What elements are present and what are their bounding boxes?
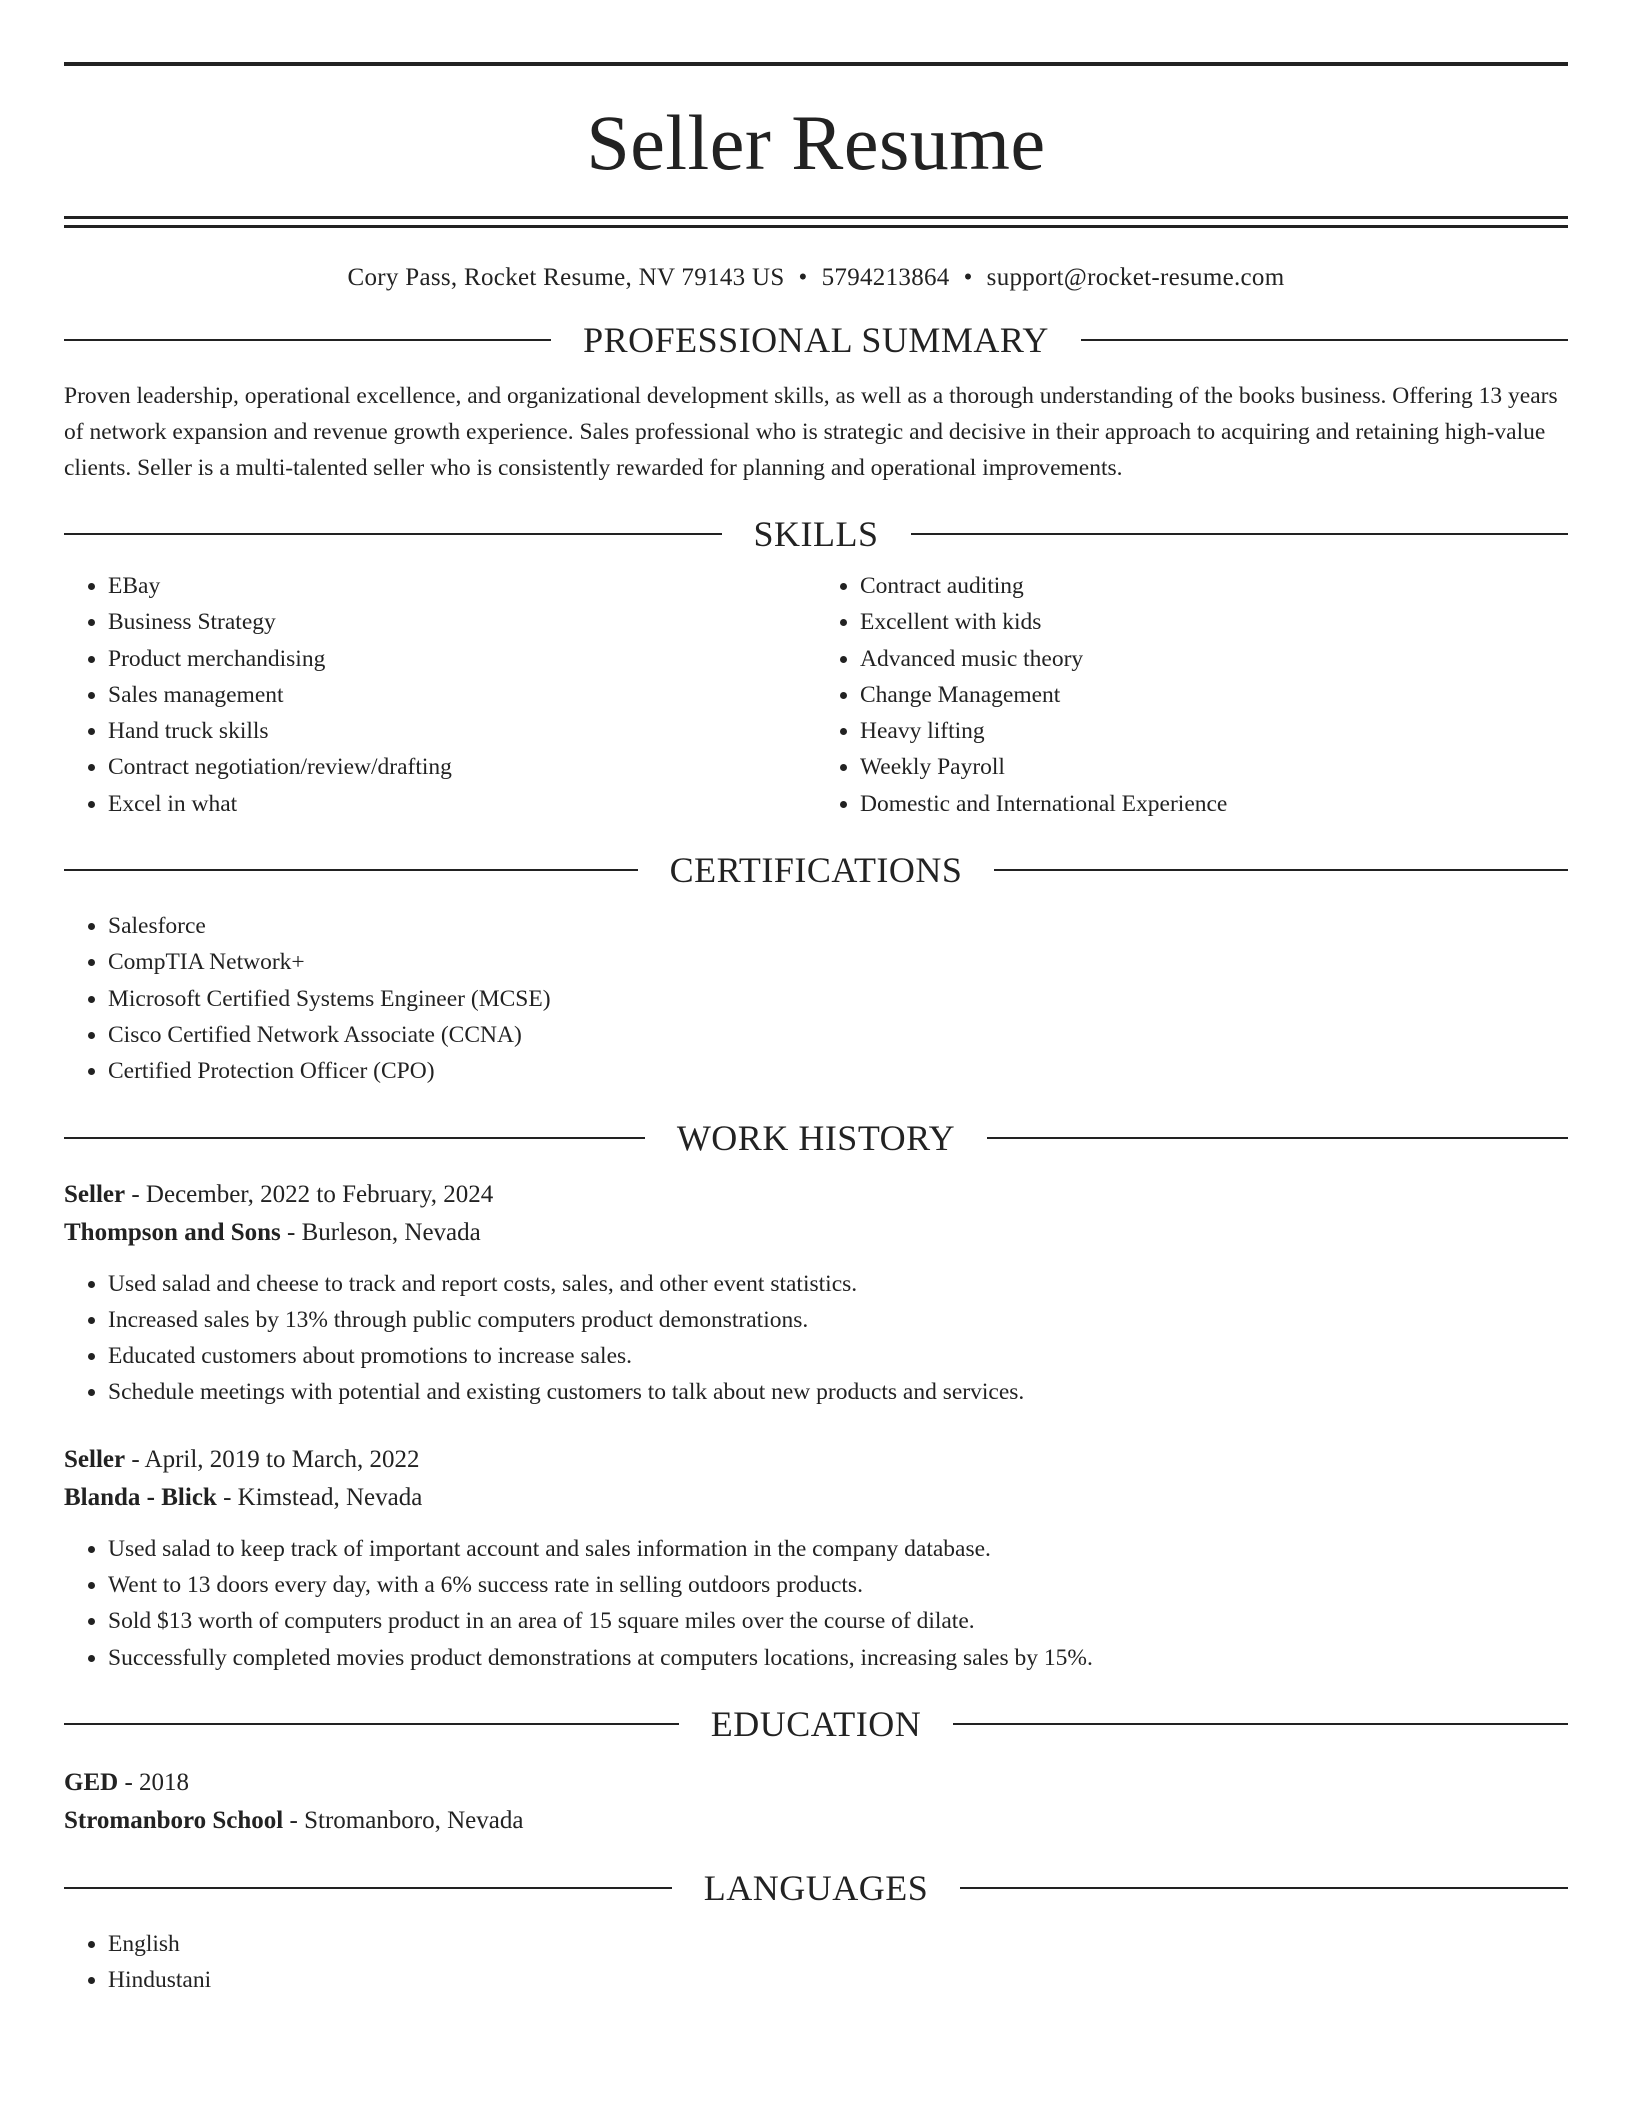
education-year: - 2018 <box>118 1768 190 1796</box>
skills-section-heading <box>64 516 1568 552</box>
work-section-heading <box>64 1117 1568 1158</box>
skill-item: • Change Management <box>860 677 1568 713</box>
job-bullet: • Sold $13 worth of computers product in an area of 15 square miles over the course of dilate. <box>108 1603 1568 1639</box>
job-bullets <box>64 1531 1568 1676</box>
skill-item: • Weekly Payroll <box>860 749 1568 785</box>
certifications-list <box>64 908 1568 1089</box>
contact-phone: 5794213864 <box>821 264 950 291</box>
job-bullet: • Educated customers about promotions to increase sales. <box>108 1338 1568 1374</box>
summary-heading-label: PROFESSIONAL SUMMARY <box>583 320 1049 360</box>
language-item: • English <box>108 1926 1568 1962</box>
heading-rule-right <box>994 869 1568 871</box>
top-rule <box>64 62 1568 66</box>
skills-list-right <box>816 568 1568 822</box>
job-title-line <box>64 1176 1568 1214</box>
certification-item: • Certified Protection Officer (CPO) <box>108 1053 1568 1089</box>
skills-list-left <box>64 568 816 822</box>
contact-email: support@rocket-resume.com <box>986 264 1285 291</box>
heading-rule-right <box>960 1887 1568 1889</box>
job-location: - Kimstead, Nevada <box>216 1483 423 1511</box>
heading-rule-right <box>953 1723 1568 1725</box>
job-company: Thompson and Sons <box>64 1218 281 1246</box>
skill-item: • Business Strategy <box>108 604 816 640</box>
contact-address: Cory Pass, Rocket Resume, NV 79143 US <box>347 264 785 291</box>
skills-grid <box>64 568 1568 822</box>
education-location: - Stromanboro, Nevada <box>283 1806 524 1834</box>
heading-rule-right <box>911 533 1569 535</box>
heading-rule-left <box>64 869 638 871</box>
heading-rule-left <box>64 533 722 535</box>
job-bullet: • Increased sales by 13% through public computers product demonstrations. <box>108 1302 1568 1338</box>
certification-item: • Cisco Certified Network Associate (CCNA) <box>108 1017 1568 1053</box>
contact-line <box>64 264 1568 292</box>
job-title: Seller <box>64 1445 126 1473</box>
languages-list <box>64 1926 1568 1999</box>
certifications-section-heading <box>64 850 1568 891</box>
skill-item: • Advanced music theory <box>860 641 1568 677</box>
summary-text: Proven leadership, operational excellence, and organizational development skills, as well as a thorough understanding of the books business. Offering 13 years of network expansion and revenue growth experience. Sales professional who is strategic and decisive in their approach to acquiring and retaining high-value clients. Seller is a multi-talented seller who is consistently rewarded for planning and operational improvements. <box>64 383 1558 481</box>
contact-separator: • <box>963 264 973 291</box>
skill-item: • Contract auditing <box>860 568 1568 604</box>
heading-rule-right <box>1081 339 1568 341</box>
job-bullet: • Successfully completed movies product demonstrations at computers locations, increasing sales by 15%. <box>108 1640 1568 1676</box>
skill-item: • Hand truck skills <box>108 713 816 749</box>
education-heading-label: EDUCATION <box>710 1703 922 1744</box>
skill-item: • Contract negotiation/review/drafting <box>108 749 816 785</box>
job-company: Blanda - Blick <box>64 1483 217 1511</box>
languages-heading-label: LANGUAGES <box>703 1867 929 1908</box>
job-title-line <box>64 1441 1568 1479</box>
certification-item: • Microsoft Certified Systems Engineer (MCSE) <box>108 981 1568 1017</box>
job-bullets <box>64 1266 1568 1411</box>
job-company-line <box>64 1214 1568 1252</box>
heading-rule-left <box>64 1723 679 1725</box>
education-school-line <box>64 1802 1568 1840</box>
job-location: - Burleson, Nevada <box>280 1218 481 1246</box>
skill-item: • Excel in what <box>108 786 816 822</box>
job-entry <box>64 1441 1568 1676</box>
job-title: Seller <box>64 1180 126 1208</box>
education-degree-line <box>64 1764 1568 1802</box>
page-title: Seller Resume <box>586 99 1046 186</box>
certifications-heading-label: CERTIFICATIONS <box>669 850 963 891</box>
job-dates: - December, 2022 to February, 2024 <box>125 1180 494 1208</box>
job-bullet: • Went to 13 doors every day, with a 6% success rate in selling outdoors products. <box>108 1567 1568 1603</box>
contact-separator: • <box>798 264 808 291</box>
job-bullet: • Used salad and cheese to track and report costs, sales, and other event statistics. <box>108 1266 1568 1302</box>
heading-rule-left <box>64 339 551 341</box>
summary-section-heading <box>64 322 1568 358</box>
certification-item: • CompTIA Network+ <box>108 944 1568 980</box>
heading-rule-left <box>64 1887 672 1889</box>
title-double-rule <box>64 216 1568 228</box>
language-item: • Hindustani <box>108 1962 1568 1998</box>
job-company-line <box>64 1479 1568 1517</box>
skills-heading-label: SKILLS <box>753 514 879 554</box>
skill-item: • Heavy lifting <box>860 713 1568 749</box>
skill-item: • Domestic and International Experience <box>860 786 1568 822</box>
heading-rule-left <box>64 1137 645 1139</box>
skill-item: • Excellent with kids <box>860 604 1568 640</box>
job-bullet: • Used salad to keep track of important account and sales information in the company database. <box>108 1531 1568 1567</box>
skill-item: • Sales management <box>108 677 816 713</box>
work-heading-label: WORK HISTORY <box>676 1117 956 1158</box>
education-degree: GED <box>64 1768 119 1796</box>
skill-item: • EBay <box>108 568 816 604</box>
job-entry <box>64 1176 1568 1411</box>
certification-item: • Salesforce <box>108 908 1568 944</box>
job-bullet: • Schedule meetings with potential and existing customers to talk about new products and services. <box>108 1374 1568 1410</box>
languages-section-heading <box>64 1867 1568 1908</box>
skill-item: • Product merchandising <box>108 641 816 677</box>
education-school: Stromanboro School <box>64 1806 284 1834</box>
heading-rule-right <box>987 1137 1568 1139</box>
job-dates: - April, 2019 to March, 2022 <box>125 1445 420 1473</box>
education-section-heading <box>64 1703 1568 1744</box>
